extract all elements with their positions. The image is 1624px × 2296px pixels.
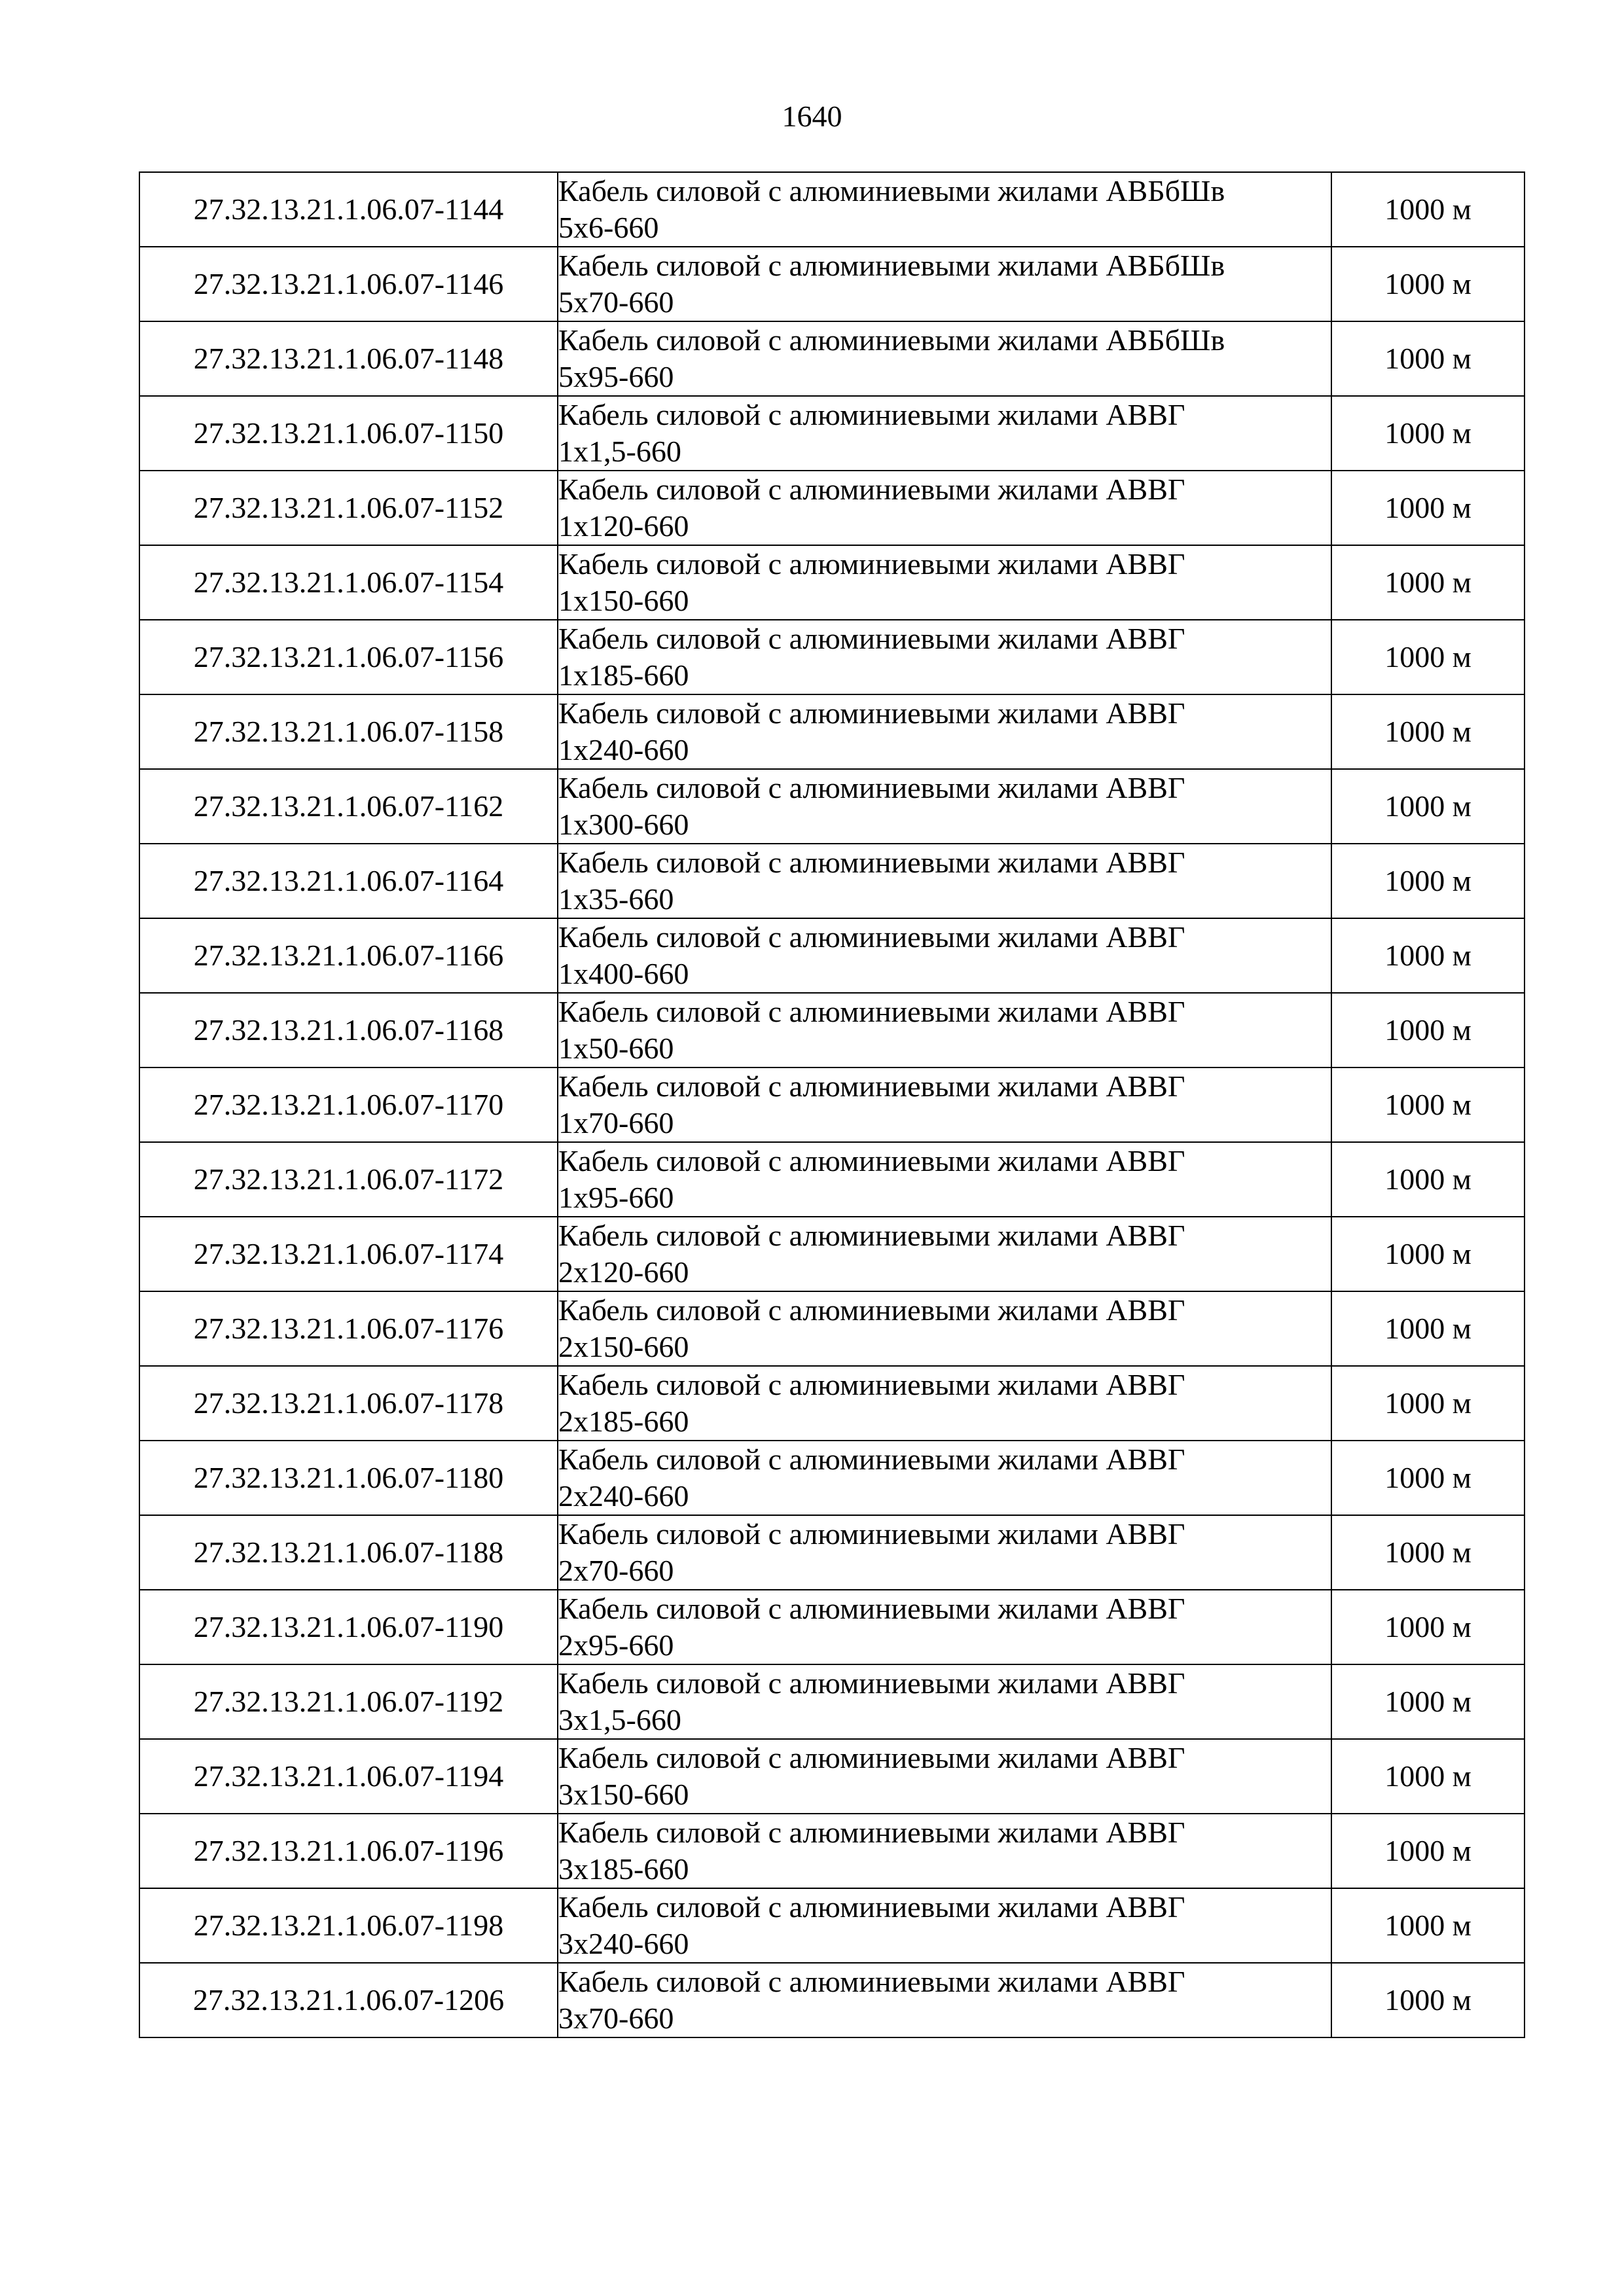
table-row <box>139 172 1525 247</box>
table-row <box>139 1366 1525 1441</box>
table-row <box>139 844 1525 918</box>
unit-cell: 1000 м <box>1331 694 1525 769</box>
resource-name-line1: Кабель силовой с алюминиевыми жилами АВВГ <box>558 1368 1185 1401</box>
resource-code-cell: 27.32.13.21.1.06.07-1152 <box>139 471 558 545</box>
resource-name-line1: Кабель силовой с алюминиевыми жилами АВВГ <box>558 473 1185 506</box>
resource-code-cell: 27.32.13.21.1.06.07-1154 <box>139 545 558 620</box>
resource-name-line1: Кабель силовой с алюминиевыми жилами АВВГ <box>558 1293 1185 1327</box>
unit-cell: 1000 м <box>1331 844 1525 918</box>
resource-name-line2: 5х95-660 <box>558 360 674 393</box>
resource-code-cell: 27.32.13.21.1.06.07-1162 <box>139 769 558 844</box>
resource-name-line1: Кабель силовой с алюминиевыми жилами АВВГ <box>558 1592 1185 1625</box>
table-row <box>139 1664 1525 1739</box>
resource-name-line1: Кабель силовой с алюминиевыми жилами АВВГ <box>558 1069 1185 1103</box>
table-row <box>139 1814 1525 1888</box>
unit-cell: 1000 м <box>1331 1142 1525 1217</box>
resource-name-line1: Кабель силовой с алюминиевыми жилами АВВГ <box>558 1443 1185 1476</box>
resource-name-line2: 1х95-660 <box>558 1181 674 1214</box>
resource-name-line2: 1х50-660 <box>558 1031 674 1065</box>
resource-name-line2: 1х185-660 <box>558 658 689 692</box>
resource-name-cell <box>558 694 1331 769</box>
resource-name-line2: 1х120-660 <box>558 509 689 543</box>
resource-name-line2: 5х70-660 <box>558 285 674 319</box>
resource-name-line1: Кабель силовой с алюминиевыми жилами АВВГ <box>558 771 1185 804</box>
resource-name-line2: 2х120-660 <box>558 1255 689 1289</box>
resource-code-cell: 27.32.13.21.1.06.07-1178 <box>139 1366 558 1441</box>
table-row <box>139 1067 1525 1142</box>
resource-name-cell <box>558 1739 1331 1814</box>
resource-name-cell <box>558 918 1331 993</box>
resource-code-cell: 27.32.13.21.1.06.07-1150 <box>139 396 558 471</box>
table-row <box>139 1590 1525 1664</box>
table-row <box>139 396 1525 471</box>
resource-name-cell <box>558 1963 1331 2037</box>
unit-cell: 1000 м <box>1331 1291 1525 1366</box>
resource-code-cell: 27.32.13.21.1.06.07-1158 <box>139 694 558 769</box>
resource-name-line1: Кабель силовой с алюминиевыми жилами АВБбШв <box>558 323 1225 357</box>
table-row <box>139 1739 1525 1814</box>
resource-name-line2: 2х240-660 <box>558 1479 689 1513</box>
unit-cell: 1000 м <box>1331 1814 1525 1888</box>
resource-name-line1: Кабель силовой с алюминиевыми жилами АВВГ <box>558 1517 1185 1551</box>
unit-cell: 1000 м <box>1331 396 1525 471</box>
resource-name-line1: Кабель силовой с алюминиевыми жилами АВВГ <box>558 1666 1185 1700</box>
unit-cell: 1000 м <box>1331 471 1525 545</box>
resource-name-cell <box>558 545 1331 620</box>
resource-name-cell <box>558 1067 1331 1142</box>
resource-code-cell: 27.32.13.21.1.06.07-1180 <box>139 1441 558 1515</box>
resource-name-cell <box>558 471 1331 545</box>
resource-name-cell <box>558 1590 1331 1664</box>
resource-name-cell <box>558 1142 1331 1217</box>
resource-name-cell <box>558 1888 1331 1963</box>
resource-name-line2: 1х35-660 <box>558 882 674 916</box>
resource-name-line2: 2х95-660 <box>558 1628 674 1662</box>
resource-code-cell: 27.32.13.21.1.06.07-1156 <box>139 620 558 694</box>
resource-code-cell: 27.32.13.21.1.06.07-1206 <box>139 1963 558 2037</box>
resource-name-line1: Кабель силовой с алюминиевыми жилами АВВГ <box>558 1741 1185 1774</box>
resource-name-cell <box>558 1441 1331 1515</box>
resource-name-line2: 1х1,5-660 <box>558 435 681 468</box>
table-row <box>139 471 1525 545</box>
resource-code-cell: 27.32.13.21.1.06.07-1172 <box>139 1142 558 1217</box>
resource-code-cell: 27.32.13.21.1.06.07-1176 <box>139 1291 558 1366</box>
table-row <box>139 620 1525 694</box>
table-row <box>139 1217 1525 1291</box>
resource-name-cell <box>558 1366 1331 1441</box>
table-row <box>139 1142 1525 1217</box>
resource-name-line1: Кабель силовой с алюминиевыми жилами АВВГ <box>558 1144 1185 1177</box>
resource-name-cell <box>558 1217 1331 1291</box>
resource-name-line1: Кабель силовой с алюминиевыми жилами АВВГ <box>558 1816 1185 1849</box>
resource-code-cell: 27.32.13.21.1.06.07-1146 <box>139 247 558 321</box>
table-row <box>139 1291 1525 1366</box>
unit-cell: 1000 м <box>1331 1067 1525 1142</box>
resource-name-line2: 1х400-660 <box>558 957 689 990</box>
resource-name-line2: 3х240-660 <box>558 1927 689 1960</box>
table-row <box>139 769 1525 844</box>
unit-cell: 1000 м <box>1331 1963 1525 2037</box>
resource-name-cell <box>558 247 1331 321</box>
table-row <box>139 1888 1525 1963</box>
resource-name-cell <box>558 396 1331 471</box>
unit-cell: 1000 м <box>1331 918 1525 993</box>
resource-name-line1: Кабель силовой с алюминиевыми жилами АВВГ <box>558 920 1185 954</box>
unit-cell: 1000 м <box>1331 1664 1525 1739</box>
resource-name-line1: Кабель силовой с алюминиевыми жилами АВВГ <box>558 1219 1185 1252</box>
resource-name-line2: 1х240-660 <box>558 733 689 766</box>
unit-cell: 1000 м <box>1331 993 1525 1067</box>
resource-code-cell: 27.32.13.21.1.06.07-1174 <box>139 1217 558 1291</box>
resource-name-line1: Кабель силовой с алюминиевыми жилами АВВГ <box>558 995 1185 1028</box>
unit-cell: 1000 м <box>1331 769 1525 844</box>
resource-code-cell: 27.32.13.21.1.06.07-1196 <box>139 1814 558 1888</box>
resource-code-cell: 27.32.13.21.1.06.07-1170 <box>139 1067 558 1142</box>
resource-name-cell <box>558 172 1331 247</box>
unit-cell: 1000 м <box>1331 1217 1525 1291</box>
table-row <box>139 247 1525 321</box>
resource-table <box>139 171 1525 2038</box>
table-row <box>139 1963 1525 2037</box>
unit-cell: 1000 м <box>1331 545 1525 620</box>
resource-code-cell: 27.32.13.21.1.06.07-1168 <box>139 993 558 1067</box>
unit-cell: 1000 м <box>1331 620 1525 694</box>
resource-name-line1: Кабель силовой с алюминиевыми жилами АВБбШв <box>558 249 1225 282</box>
unit-cell: 1000 м <box>1331 321 1525 396</box>
resource-name-cell <box>558 1664 1331 1739</box>
resource-name-line2: 1х70-660 <box>558 1106 674 1139</box>
table-body <box>139 172 1525 2037</box>
table-row <box>139 1515 1525 1590</box>
resource-name-line2: 2х70-660 <box>558 1554 674 1587</box>
table-row <box>139 694 1525 769</box>
resource-name-cell <box>558 620 1331 694</box>
resource-code-cell: 27.32.13.21.1.06.07-1188 <box>139 1515 558 1590</box>
unit-cell: 1000 м <box>1331 1590 1525 1664</box>
resource-name-line1: Кабель силовой с алюминиевыми жилами АВВГ <box>558 1965 1185 1998</box>
table-row <box>139 993 1525 1067</box>
resource-name-line1: Кабель силовой с алюминиевыми жилами АВВГ <box>558 398 1185 431</box>
page-number: 1640 <box>782 99 842 133</box>
table-row <box>139 321 1525 396</box>
resource-code-cell: 27.32.13.21.1.06.07-1148 <box>139 321 558 396</box>
unit-cell: 1000 м <box>1331 1888 1525 1963</box>
resource-name-cell <box>558 1814 1331 1888</box>
resource-code-cell: 27.32.13.21.1.06.07-1190 <box>139 1590 558 1664</box>
resource-name-line2: 2х185-660 <box>558 1405 689 1438</box>
unit-cell: 1000 м <box>1331 1739 1525 1814</box>
unit-cell: 1000 м <box>1331 1441 1525 1515</box>
resource-name-line1: Кабель силовой с алюминиевыми жилами АВВГ <box>558 622 1185 655</box>
resource-name-cell <box>558 321 1331 396</box>
resource-name-line1: Кабель силовой с алюминиевыми жилами АВБбШв <box>558 174 1225 207</box>
resource-name-line2: 3х150-660 <box>558 1778 689 1811</box>
unit-cell: 1000 м <box>1331 1366 1525 1441</box>
resource-code-cell: 27.32.13.21.1.06.07-1164 <box>139 844 558 918</box>
resource-name-line2: 1х300-660 <box>558 808 689 841</box>
unit-cell: 1000 м <box>1331 247 1525 321</box>
resource-code-cell: 27.32.13.21.1.06.07-1192 <box>139 1664 558 1739</box>
resource-name-line1: Кабель силовой с алюминиевыми жилами АВВГ <box>558 846 1185 879</box>
resource-name-line1: Кабель силовой с алюминиевыми жилами АВВГ <box>558 696 1185 730</box>
resource-name-line2: 1х150-660 <box>558 584 689 617</box>
resource-name-cell <box>558 844 1331 918</box>
resource-name-cell <box>558 993 1331 1067</box>
resource-name-line1: Кабель силовой с алюминиевыми жилами АВВГ <box>558 547 1185 581</box>
unit-cell: 1000 м <box>1331 172 1525 247</box>
resource-code-cell: 27.32.13.21.1.06.07-1198 <box>139 1888 558 1963</box>
table-row <box>139 545 1525 620</box>
resource-name-cell <box>558 1515 1331 1590</box>
resource-name-line2: 3х1,5-660 <box>558 1703 681 1736</box>
unit-cell: 1000 м <box>1331 1515 1525 1590</box>
resource-name-line2: 3х70-660 <box>558 2001 674 2035</box>
resource-code-cell: 27.32.13.21.1.06.07-1194 <box>139 1739 558 1814</box>
resource-code-cell: 27.32.13.21.1.06.07-1144 <box>139 172 558 247</box>
table-row <box>139 918 1525 993</box>
resource-name-line2: 5х6-660 <box>558 211 659 244</box>
table-row <box>139 1441 1525 1515</box>
resource-code-cell: 27.32.13.21.1.06.07-1166 <box>139 918 558 993</box>
resource-name-line2: 3х185-660 <box>558 1852 689 1886</box>
resource-name-cell <box>558 1291 1331 1366</box>
resource-name-line2: 2х150-660 <box>558 1330 689 1363</box>
resource-name-line1: Кабель силовой с алюминиевыми жилами АВВГ <box>558 1890 1185 1924</box>
resource-name-cell <box>558 769 1331 844</box>
